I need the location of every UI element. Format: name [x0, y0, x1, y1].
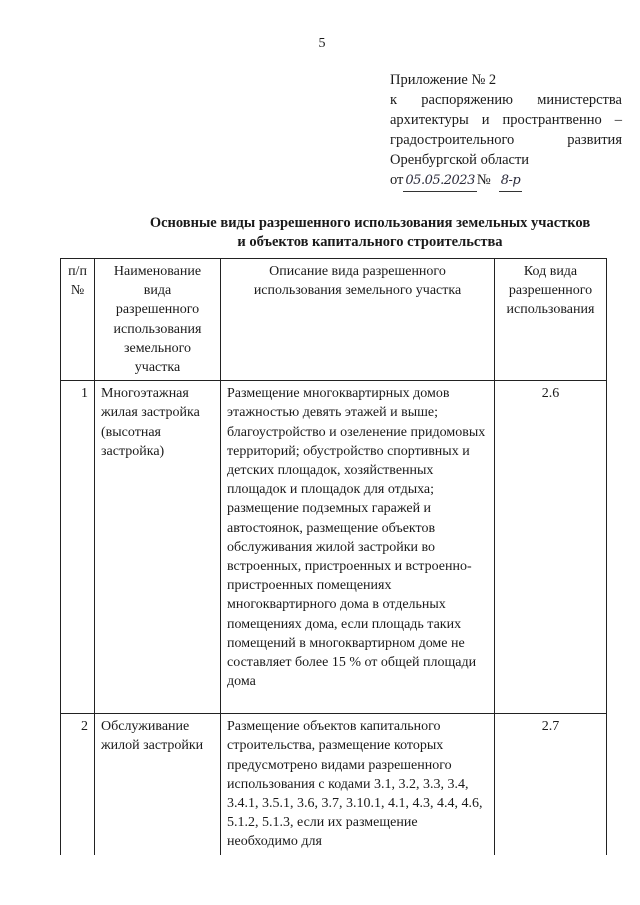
appendix-line: градостроительного развития — [390, 132, 622, 148]
header-code: Код вида разрешенного использования — [495, 259, 607, 381]
land-use-table — [60, 258, 607, 855]
date-prefix: от — [390, 172, 404, 188]
appendix-date-line — [390, 170, 622, 192]
title-line: Основные виды разрешенного использования земельных участков — [149, 215, 591, 231]
document-title — [130, 214, 610, 252]
handwritten-date: 05.05.2023 — [403, 171, 476, 192]
row-code: 2.7 — [495, 714, 607, 855]
table-row — [61, 714, 607, 855]
appendix-line: к распоряжению министерства — [390, 92, 622, 108]
appendix-line: архитектуры и пространтвенно – — [390, 112, 622, 128]
page-number: 5 — [318, 36, 326, 51]
row-name: Обслуживание жилой застройки — [95, 714, 221, 855]
appendix-header — [390, 70, 622, 192]
handwritten-number: 8-р — [499, 171, 523, 192]
row-desc: Размещение объектов капитального строительства, размещение которых предусмотрено видами разрешенного использования с кодами 3.1, 3.2, 3.3, 3.4, 3.4.1, 3.5.1, 3.6, 3.7, 3.10.1, 4.1, 4.3, 4.4, 4.6, 5.1.2, 5.1.3, если их размещение необходимо для — [221, 714, 495, 855]
header-name: Наименование вида разрешенного использования земельного участка — [95, 259, 221, 381]
row-num: 2 — [61, 714, 95, 855]
number-prefix: № — [476, 172, 491, 188]
table-row — [61, 381, 607, 714]
row-desc: Размещение многоквартирных домов этажностью девять этажей и выше; благоустройство и озеленение придомовых территорий; обустройство спортивных и детских площадок, хозяйственных площадок и площадок для отдыха; размещение подземных гаражей и автостоянок, размещение объектов обслуживания жилой застройки во встроенных, пристроенных и встроенно-пристроенных помещениях многоквартирного дома в отдельных помещениях дома, если площадь таких помещений в многоквартирном доме не составляет более 15 % от общей площади дома — [221, 381, 495, 714]
header-num: п/п № — [61, 259, 95, 381]
row-num: 1 — [61, 381, 95, 714]
row-code: 2.6 — [495, 381, 607, 714]
table-header-row — [61, 259, 607, 381]
appendix-line: Оренбургской области — [390, 152, 530, 168]
row-name: Многоэтажная жилая застройка (высотная застройка) — [95, 381, 221, 714]
appendix-title: Приложение № 2 — [390, 72, 497, 88]
header-desc: Описание вида разрешенного использования земельного участка — [221, 259, 495, 381]
title-line: и объектов капитального строительства — [237, 234, 503, 250]
